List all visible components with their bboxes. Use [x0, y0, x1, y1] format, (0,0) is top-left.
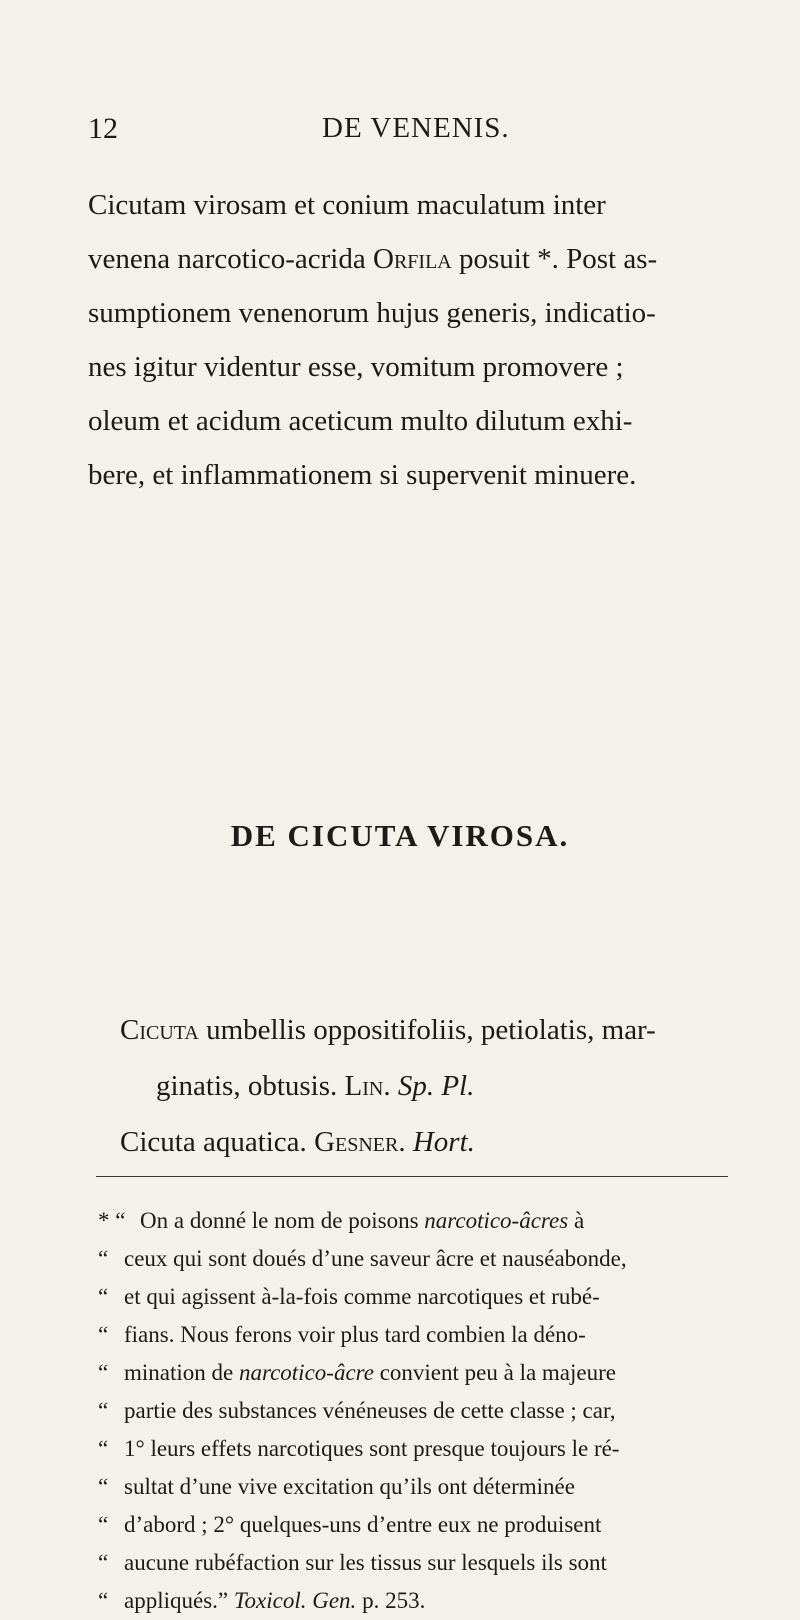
- footnote-line: [98, 1316, 738, 1354]
- footnote-line: [98, 1202, 738, 1240]
- text-run: mination de: [124, 1360, 239, 1385]
- text-line: oleum et acidum aceticum multo dilutum exhi-: [88, 405, 633, 437]
- intro-paragraph: [88, 178, 720, 502]
- quote-mark: “: [98, 1474, 109, 1499]
- text-run: sultat d’une vive excitation qu’ils ont déterminée: [124, 1474, 575, 1499]
- text-run: Cicuta aquatica.: [120, 1126, 315, 1158]
- taxon-name: Cicuta: [120, 1014, 199, 1046]
- text-run: convient peu à la majeure: [373, 1360, 616, 1385]
- text-run: 1° leurs effets narcotiques sont presque toujours le ré-: [124, 1436, 620, 1461]
- footnote-line: [98, 1468, 738, 1506]
- quote-mark: “: [98, 1436, 109, 1461]
- running-title: DE VENENIS.: [322, 112, 510, 144]
- text-run: posuit *. Post as-: [451, 243, 658, 275]
- italic-term: Toxicol. Gen.: [233, 1588, 357, 1613]
- synonym-line: [120, 1002, 760, 1058]
- footnote-line: [98, 1430, 738, 1468]
- reference: Hort.: [405, 1126, 475, 1158]
- author-name: Gesner.: [314, 1126, 406, 1158]
- synonym-block: [120, 1002, 760, 1170]
- text-run: p. 253.: [356, 1588, 426, 1613]
- section-heading: DE CICUTA VIROSA.: [230, 818, 570, 853]
- text-run: umbellis oppositifoliis, petiolatis, mar-: [198, 1014, 656, 1046]
- footnote-line: [98, 1506, 738, 1544]
- text-line: bere, et inflammationem si supervenit minuere.: [88, 459, 637, 491]
- text-run: ceux qui sont doués d’une saveur âcre et nauséabonde,: [124, 1246, 627, 1271]
- footnote-line: [98, 1354, 738, 1392]
- quote-mark: “: [98, 1550, 109, 1575]
- text-run: ginatis, obtusis.: [156, 1070, 345, 1102]
- reference: Sp. Pl.: [390, 1070, 475, 1102]
- footnote-line: [98, 1392, 738, 1430]
- quote-mark: “: [98, 1284, 109, 1309]
- footnote-line: [98, 1582, 738, 1620]
- text-run: venena narcotico-acrida: [88, 243, 373, 275]
- quote-mark: “: [98, 1512, 109, 1537]
- footnote-line: [98, 1278, 738, 1316]
- quote-mark: “: [98, 1322, 109, 1347]
- text-run: d’abord ; 2° quelques-uns d’entre eux ne produisent: [124, 1512, 602, 1537]
- quote-mark: “: [98, 1588, 109, 1613]
- text-line: nes igitur videntur esse, vomitum promovere ;: [88, 351, 624, 383]
- synonym-line: [120, 1114, 760, 1170]
- synonym-line: [120, 1058, 760, 1114]
- text-line: sumptionem venenorum hujus generis, indicatio-: [88, 297, 656, 329]
- quote-mark: “: [98, 1360, 109, 1385]
- text-run: partie des substances vénéneuses de cette classe ; car,: [124, 1398, 616, 1423]
- author-name: Orfila: [373, 243, 452, 275]
- footnote-rule: [96, 1176, 728, 1177]
- quote-mark: * “: [98, 1208, 126, 1233]
- text-run: à: [568, 1208, 585, 1233]
- author-name: Lin.: [344, 1070, 391, 1102]
- quote-mark: “: [98, 1246, 109, 1271]
- footnote-line: [98, 1544, 738, 1582]
- text-run: appliqués.”: [124, 1588, 234, 1613]
- footnote: [98, 1202, 738, 1620]
- text-line: Cicutam virosam et conium maculatum inter: [88, 189, 606, 221]
- text-run: aucune rubéfaction sur les tissus sur lesquels ils sont: [124, 1550, 607, 1575]
- footnote-line: [98, 1240, 738, 1278]
- quote-mark: “: [98, 1398, 109, 1423]
- text-run: On a donné le nom de poisons: [140, 1208, 425, 1233]
- text-run: et qui agissent à-la-fois comme narcotiques et rubé-: [124, 1284, 600, 1309]
- page-header: [0, 112, 800, 152]
- text-line: [88, 232, 720, 286]
- italic-term: narcotico-âcre: [238, 1360, 374, 1385]
- text-run: fians. Nous ferons voir plus tard combien la déno-: [124, 1322, 586, 1347]
- italic-term: narcotico-âcres: [424, 1208, 569, 1233]
- page-number: 12: [88, 112, 118, 145]
